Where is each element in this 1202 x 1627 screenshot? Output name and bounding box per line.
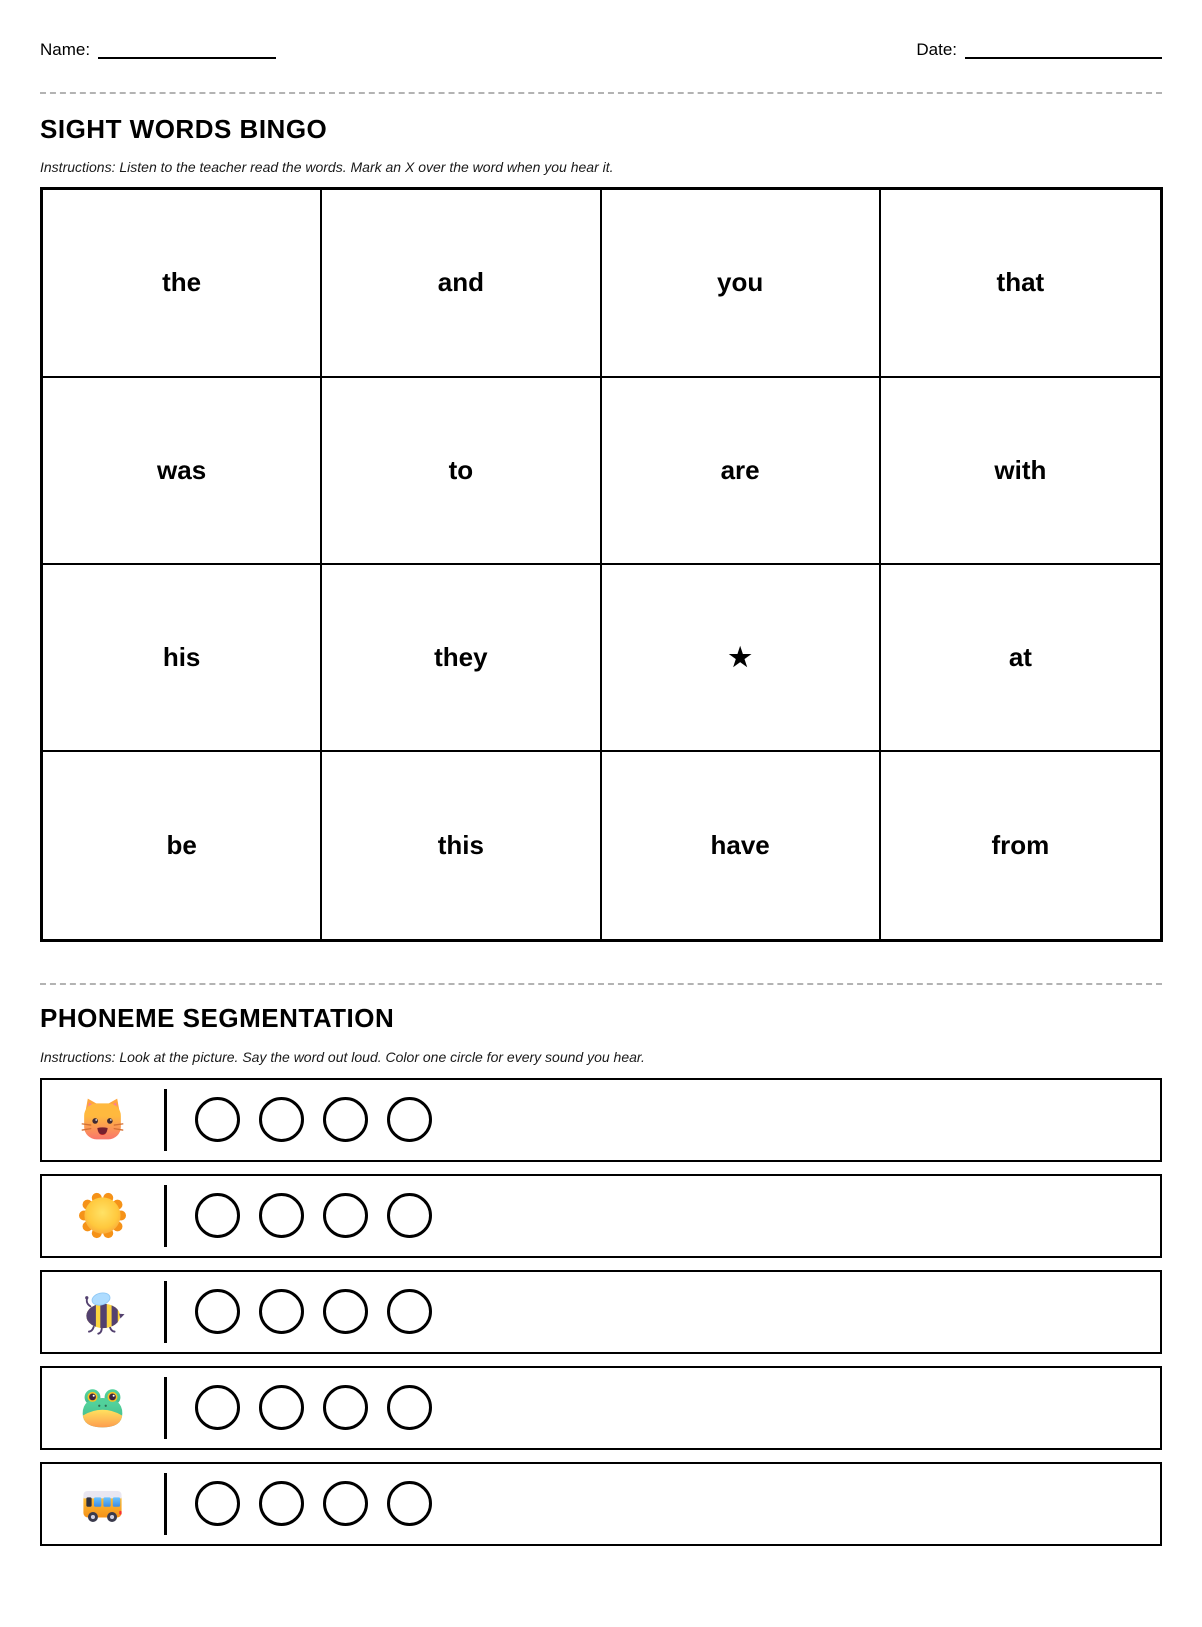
row-separator-line: [164, 1185, 167, 1247]
cat-emoji-icon: [77, 1096, 127, 1144]
bingo-cell[interactable]: have: [602, 752, 881, 939]
bingo-cell[interactable]: they: [322, 565, 601, 752]
sound-circle[interactable]: [195, 1097, 240, 1142]
bingo-grid: [40, 187, 1163, 942]
bingo-cell[interactable]: was: [43, 378, 322, 565]
sound-circle[interactable]: [387, 1385, 432, 1430]
phoneme-row: [40, 1366, 1162, 1450]
sound-circle[interactable]: [323, 1097, 368, 1142]
bee-emoji-icon: [77, 1288, 127, 1336]
sound-circle[interactable]: [387, 1481, 432, 1526]
phoneme-instructions: Instructions: Look at the picture. Say the word out loud. Color one circle for every sound you hear.: [40, 1048, 645, 1065]
sound-circle[interactable]: [259, 1193, 304, 1238]
sound-circle[interactable]: [387, 1193, 432, 1238]
sound-circle[interactable]: [195, 1289, 240, 1334]
sound-circle[interactable]: [195, 1193, 240, 1238]
phoneme-row: [40, 1462, 1162, 1546]
bingo-cell[interactable]: to: [322, 378, 601, 565]
sound-circle[interactable]: [259, 1481, 304, 1526]
bingo-cell[interactable]: be: [43, 752, 322, 939]
bingo-instructions: Instructions: Listen to the teacher read the words. Mark an X over the word when you hear it.: [40, 159, 614, 176]
bingo-cell[interactable]: you: [602, 190, 881, 377]
frog-emoji-icon: [77, 1384, 127, 1432]
sound-circle[interactable]: [323, 1193, 368, 1238]
sound-circle[interactable]: [195, 1385, 240, 1430]
name-label: Name:: [40, 40, 91, 59]
phoneme-row: [40, 1270, 1162, 1354]
sound-circle[interactable]: [195, 1481, 240, 1526]
date-label: Date:: [916, 40, 957, 59]
phoneme-rows: [40, 1078, 1162, 1546]
bingo-free-space-star[interactable]: ★: [602, 565, 881, 752]
bingo-cell[interactable]: and: [322, 190, 601, 377]
phoneme-row: [40, 1078, 1162, 1162]
bingo-cell[interactable]: this: [322, 752, 601, 939]
row-separator-line: [164, 1281, 167, 1343]
bingo-cell[interactable]: at: [881, 565, 1160, 752]
bingo-section-title: SIGHT WORDS BINGO: [40, 114, 328, 144]
bingo-cell[interactable]: are: [602, 378, 881, 565]
phoneme-section-title: PHONEME SEGMENTATION: [40, 1003, 395, 1034]
name-field-group: [40, 40, 276, 60]
date-field-group: [916, 40, 1162, 60]
date-write-line: [965, 43, 1162, 59]
sound-circle[interactable]: [323, 1289, 368, 1334]
sound-circle[interactable]: [323, 1385, 368, 1430]
sound-circle[interactable]: [259, 1289, 304, 1334]
bingo-cell[interactable]: with: [881, 378, 1160, 565]
bingo-cell[interactable]: from: [881, 752, 1160, 939]
sound-circles-group: [195, 1481, 432, 1526]
name-write-line: [98, 43, 276, 59]
row-separator-line: [164, 1377, 167, 1439]
sound-circle[interactable]: [323, 1481, 368, 1526]
sun-emoji-icon: [77, 1192, 127, 1240]
phoneme-row: [40, 1174, 1162, 1258]
sound-circle[interactable]: [259, 1385, 304, 1430]
header: [40, 40, 1162, 60]
sound-circle[interactable]: [387, 1097, 432, 1142]
sound-circle[interactable]: [259, 1097, 304, 1142]
row-separator-line: [164, 1473, 167, 1535]
sound-circles-group: [195, 1097, 432, 1142]
bus-emoji-icon: [77, 1480, 127, 1528]
bingo-cell[interactable]: his: [43, 565, 322, 752]
dashed-divider: [40, 92, 1162, 94]
sound-circle[interactable]: [387, 1289, 432, 1334]
bingo-cell[interactable]: that: [881, 190, 1160, 377]
bingo-cell[interactable]: the: [43, 190, 322, 377]
sound-circles-group: [195, 1385, 432, 1430]
dashed-divider: [40, 983, 1162, 985]
sound-circles-group: [195, 1193, 432, 1238]
row-separator-line: [164, 1089, 167, 1151]
sound-circles-group: [195, 1289, 432, 1334]
